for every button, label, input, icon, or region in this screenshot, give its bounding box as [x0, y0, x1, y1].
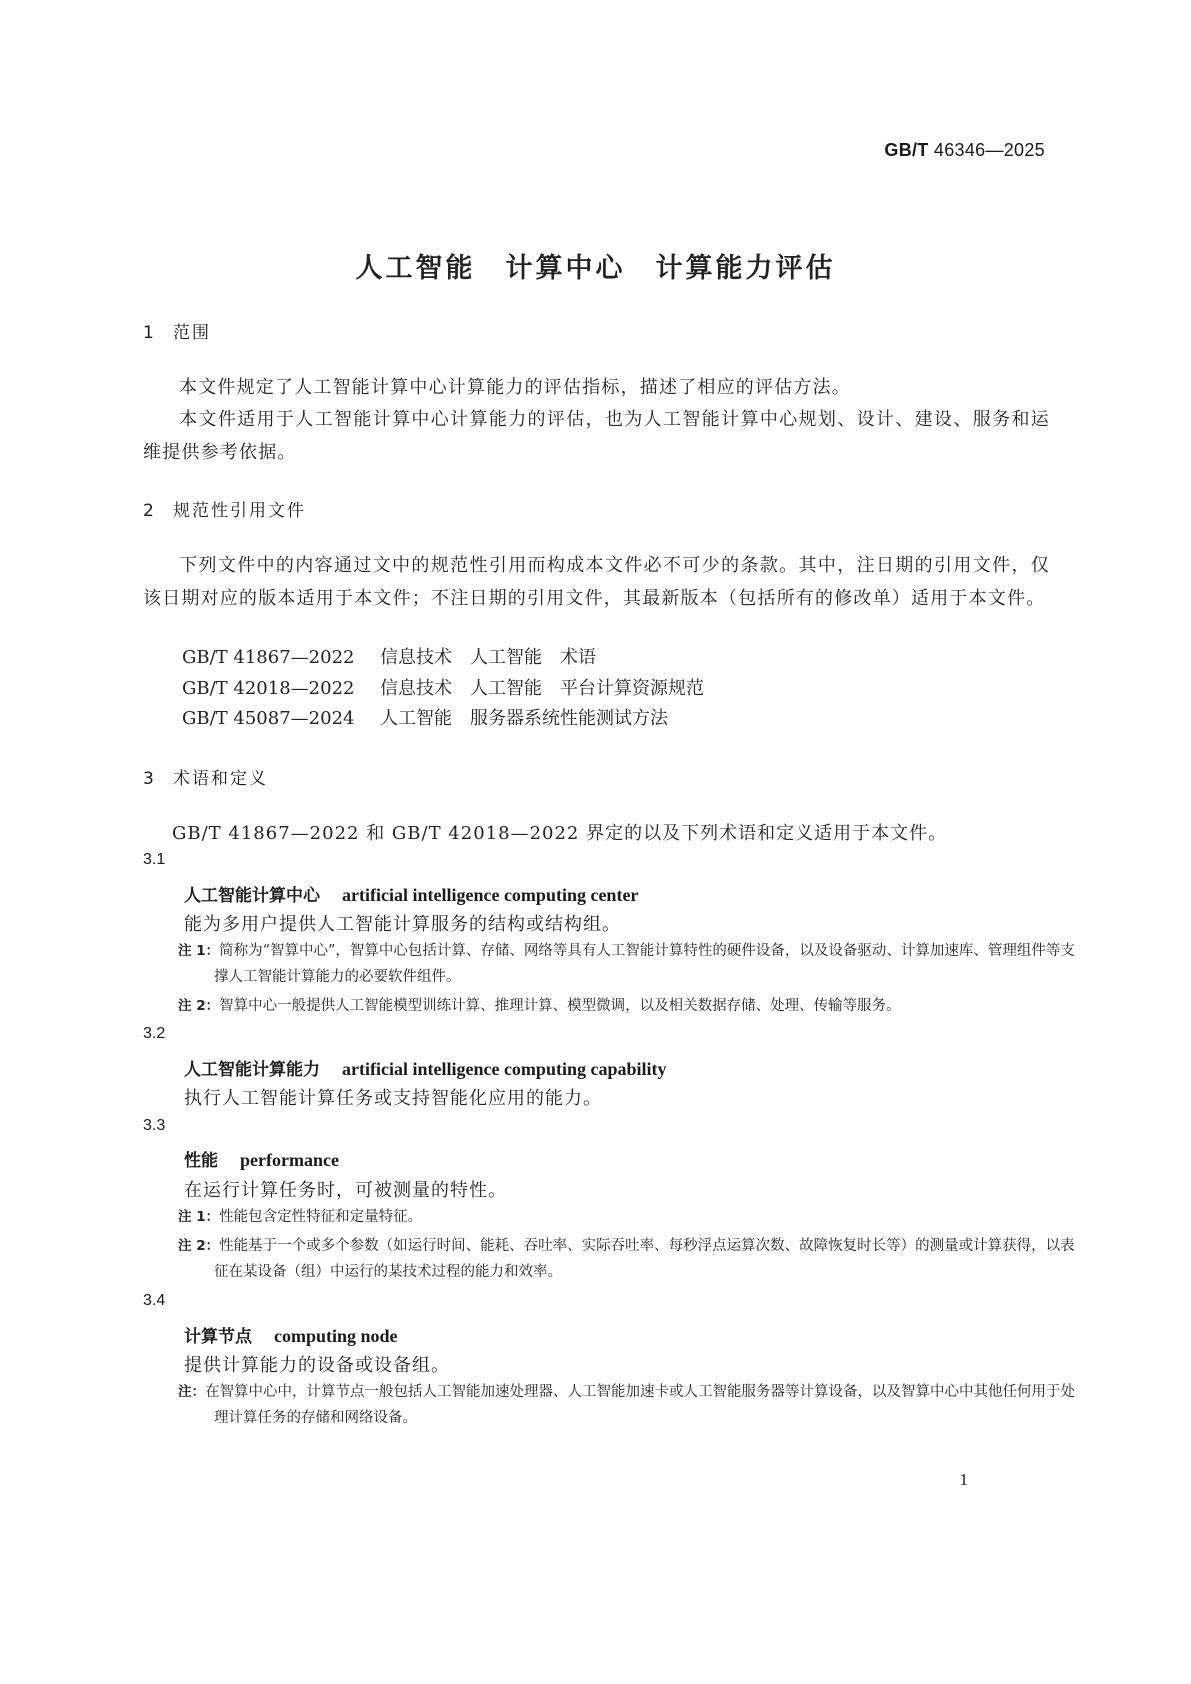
term-en: computing node [274, 1326, 398, 1346]
term-note [178, 1379, 1086, 1431]
term-definition: 能为多用户提供人工智能计算服务的结构或结构组。 [184, 914, 621, 935]
terms-intro: GB/T 41867—2022 和 GB/T 42018—2022 界定的以及下列术语和定义适用于本文件。 [172, 823, 948, 844]
clause-number: 3.2 [143, 1025, 166, 1042]
term-en: performance [240, 1150, 339, 1170]
page-number: 1 [959, 1470, 968, 1489]
term-zh: 计算节点 [184, 1327, 252, 1347]
reference-item [182, 674, 704, 700]
standard-code-prefix: GB/T [884, 140, 929, 160]
scope-text-2: 本文件适用于人工智能计算中心计算能力的评估，也为人工智能计算中心规划、设计、建设、服务和运维提供参考依据。 [143, 409, 1050, 463]
reference-name: 信息技术 人工智能 术语 [380, 647, 596, 668]
section-number: 3 [143, 769, 154, 789]
note-text: 智算中心一般提供人工智能模型训练计算、推理计算、模型微调，以及相关数据存储、处理、传输等服务。 [219, 998, 901, 1014]
term-zh: 性能 [184, 1151, 218, 1171]
note-label: 注 2： [178, 998, 220, 1014]
section-heading-normative [143, 496, 306, 521]
document-title: 人工智能 计算中心 计算能力评估 [355, 253, 836, 284]
term-note [178, 938, 1086, 990]
normative-text: 下列文件中的内容通过文中的规范性引用而构成本文件必不可少的条款。其中，注日期的引用文件，仅该日期对应的版本适用于本文件；不注日期的引用文件，其最新版本（包括所有的修改单）适用于本文件。 [143, 555, 1050, 609]
reference-code: GB/T 42018—2022 [182, 678, 355, 699]
note-label: 注 1： [178, 1209, 220, 1225]
term-entry [184, 1322, 398, 1347]
section-title: 术语和定义 [173, 769, 268, 789]
clause-number: 3.3 [143, 1117, 166, 1134]
term-en: artificial intelligence computing capability [342, 1059, 667, 1079]
term-note [178, 1204, 1086, 1230]
section-heading-terms [143, 764, 268, 789]
scope-paragraph-2 [143, 403, 1050, 469]
section-title: 范围 [173, 323, 211, 343]
section-number: 1 [143, 323, 154, 343]
term-entry [184, 1055, 666, 1080]
reference-code: GB/T 45087—2024 [182, 708, 355, 729]
reference-name: 信息技术 人工智能 平台计算资源规范 [380, 678, 704, 699]
reference-item [182, 643, 596, 669]
term-en: artificial intelligence computing center [342, 885, 639, 905]
scope-paragraph-1 [143, 371, 1050, 404]
note-label: 注： [178, 1384, 205, 1400]
scope-text-1: 本文件规定了人工智能计算中心计算能力的评估指标，描述了相应的评估方法。 [179, 377, 851, 398]
term-zh: 人工智能计算能力 [184, 1060, 320, 1080]
note-label: 注 2： [178, 1238, 220, 1254]
note-text: 简称为“智算中心”，智算中心包括计算、存储、网络等具有人工智能计算特性的硬件设备，以及设备驱动、计算加速库、管理组件等支撑人工智能计算能力的必要软件组件。 [214, 943, 1075, 985]
reference-name: 人工智能 服务器系统性能测试方法 [380, 708, 668, 729]
note-label: 注 1： [178, 943, 220, 959]
term-zh: 人工智能计算中心 [184, 886, 320, 906]
term-note [178, 1233, 1086, 1285]
note-text: 在智算中心中，计算节点一般包括人工智能加速处理器、人工智能加速卡或人工智能服务器等计算设备，以及智算中心中其他任何用于处理计算任务的存储和网络设备。 [205, 1384, 1075, 1426]
term-definition: 执行人工智能计算任务或支持智能化应用的能力。 [184, 1088, 602, 1109]
note-text: 性能基于一个或多个参数（如运行时间、能耗、吞吐率、实际吞吐率、每秒浮点运算次数、故障恢复时长等）的测量或计算获得，以表征在某设备（组）中运行的某技术过程的能力和效率。 [214, 1238, 1075, 1280]
term-definition: 提供计算能力的设备或设备组。 [184, 1355, 450, 1376]
reference-code: GB/T 41867—2022 [182, 647, 355, 668]
standard-code-number: 46346—2025 [928, 140, 1045, 160]
section-title: 规范性引用文件 [173, 501, 306, 521]
term-definition: 在运行计算任务时，可被测量的特性。 [184, 1180, 507, 1201]
note-text: 性能包含定性特征和定量特征。 [219, 1209, 423, 1225]
section-heading-scope [143, 318, 211, 343]
normative-paragraph [143, 549, 1050, 615]
term-entry [184, 881, 638, 906]
section-number: 2 [143, 501, 154, 521]
standard-number [884, 140, 1045, 161]
term-entry [184, 1146, 339, 1171]
clause-number: 3.4 [143, 1292, 166, 1309]
reference-item [182, 704, 668, 730]
clause-number: 3.1 [143, 851, 166, 868]
term-note [178, 993, 1086, 1019]
